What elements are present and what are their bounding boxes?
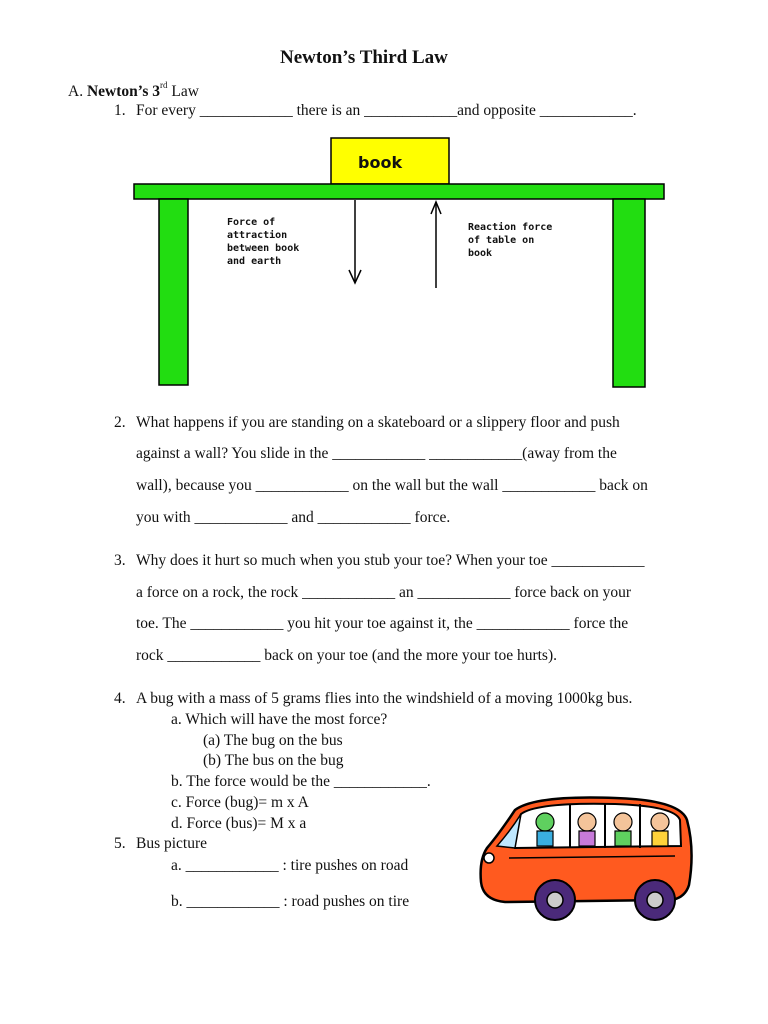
question-3-number: 3. bbox=[114, 552, 126, 569]
question-4a-option-a: (a) The bug on the bus bbox=[203, 732, 343, 749]
question-4a: a. Which will have the most force? bbox=[171, 711, 388, 728]
question-4d: d. Force (bus)= M x a bbox=[171, 815, 307, 832]
question-2-line: against a wall? You slide in the ____________ ____________(away from the bbox=[136, 445, 617, 462]
bus-front-wheel bbox=[535, 880, 575, 920]
up-force-label: Reaction force of table on book bbox=[468, 222, 553, 259]
section-a-heading bbox=[68, 80, 199, 101]
question-5-number: 5. bbox=[114, 835, 126, 852]
down-force-arrow bbox=[349, 200, 361, 283]
question-2-line: wall), because you ____________ on the wall but the wall ____________ back on bbox=[136, 477, 648, 494]
table-top bbox=[134, 184, 664, 199]
question-1-text: For every ____________ there is an ____________and opposite ____________. bbox=[136, 102, 637, 119]
down-force-label: Force of attraction between book and earth bbox=[227, 217, 300, 267]
question-3-line: a force on a rock, the rock ____________ an ____________ force back on your bbox=[136, 584, 631, 601]
section-a-prefix: A. bbox=[68, 83, 84, 100]
question-4a-option-b: (b) The bus on the bug bbox=[203, 752, 344, 769]
table-right-leg bbox=[613, 199, 645, 387]
question-4-text: A bug with a mass of 5 grams flies into the windshield of a moving 1000kg bus. bbox=[136, 690, 633, 707]
question-3-line: toe. The ____________ you hit your toe against it, the ____________ force the bbox=[136, 615, 629, 632]
question-2-number: 2. bbox=[114, 414, 126, 431]
question-1-number: 1. bbox=[114, 102, 126, 119]
bus-headlight bbox=[484, 853, 494, 863]
question-3-line: rock ____________ back on your toe (and the more your toe hurts). bbox=[136, 647, 557, 664]
book-label: book bbox=[358, 153, 403, 172]
section-a-name: Newton’s 3 bbox=[86, 83, 160, 100]
bus-illustration bbox=[475, 790, 700, 930]
bus-rear-wheel bbox=[635, 880, 675, 920]
table-left-leg bbox=[159, 199, 188, 385]
question-4c: c. Force (bug)= m x A bbox=[171, 794, 309, 811]
question-2-line: you with ____________ and ____________ force. bbox=[136, 509, 451, 526]
question-3-line: Why does it hurt so much when you stub your toe? When your toe ____________ bbox=[136, 552, 645, 569]
question-4-number: 4. bbox=[114, 690, 126, 707]
section-a-sup: rd bbox=[160, 80, 168, 90]
question-4b: b. The force would be the ____________. bbox=[171, 773, 431, 790]
question-5a: a. ____________ : tire pushes on road bbox=[171, 857, 409, 874]
section-a-suffix: Law bbox=[167, 83, 199, 100]
page-title: Newton’s Third Law bbox=[280, 47, 448, 68]
up-force-arrow bbox=[431, 202, 441, 288]
question-5-text: Bus picture bbox=[136, 835, 208, 852]
question-2-line: What happens if you are standing on a skateboard or a slippery floor and push bbox=[136, 414, 620, 431]
question-5b: b. ____________ : road pushes on tire bbox=[171, 893, 410, 910]
